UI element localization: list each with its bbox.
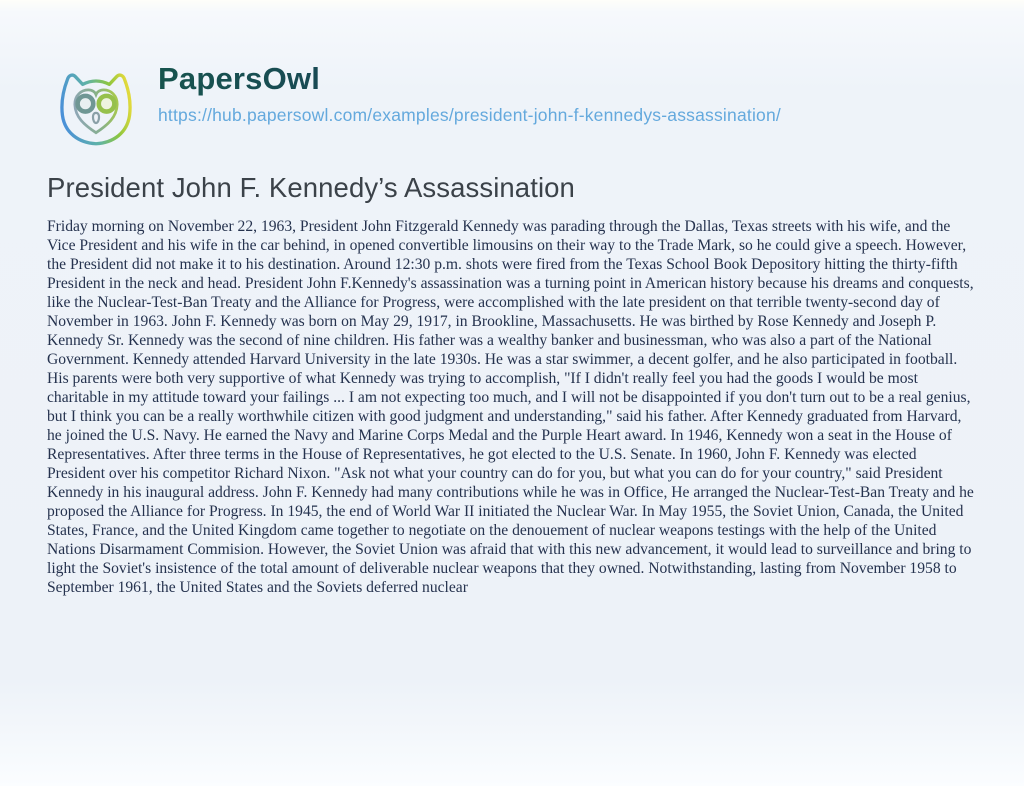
essay-body-text: Friday morning on November 22, 1963, President John Fitzgerald Kennedy was parading through the Dallas, Texas streets with his wife, and the Vice President and his wife in the car behind, in opened convertible limousins on their way to the Trade Mark, so he could give a speech. However, the President did not make it to his destination. Around 12:30 p.m. shots were fired from the Texas School Book Depository hitting the thirty-fifth President in the neck and head. President John F.Kennedy's assassination was a turning point in American history because his dreams and conquests, like the Nuclear-Test-Ban Treaty and the Alliance for Progress, were accomplished with the late president on that terrible twenty-second day of November in 1963. John F. Kennedy was born on May 29, 1917, in Brookline, Massachusetts. He was birthed by Rose Kennedy and Joseph P. Kennedy Sr. Kennedy was the second of nine children. His father was a wealthy banker and businessman, who was also a part of the National Government. Kennedy attended Harvard University in the late 1930s. He was a star swimmer, a decent golfer, and he also participated in football. His parents were both very supportive of what Kennedy was trying to accomplish, "If I didn't really feel you had the goods I would be most charitable in my attitude toward your failings ... I am not expecting too much, and I will not be disappointed if you don't turn out to be a real genius, but I think you can be a really worthwhile citizen with good judgment and understanding," said his father. After Kennedy graduated from Harvard, he joined the U.S. Navy. He earned the Navy and Marine Corps Medal and the Purple Heart award. In 1946, Kennedy won a seat in the House of Representatives. After three terms in the House of Representatives, he got elected to the U.S. Senate. In 1960, John F. Kennedy was elected President over his competitor Richard Nixon. "Ask not what your country can do for you, but what you can do for your country," said President Kennedy in his inaugural address. John F. Kennedy had many contributions while he was in Office, He arranged the Nuclear-Test-Ban Treaty and he proposed the Alliance for Progress. In 1945, the end of World War II initiated the Nuclear War. In May 1955, the Soviet Union, Canada, the United States, France, and the United Kingdom came together to negotiate on the denouement of nuclear weapons testings with the help of the United Nations Disarmament Commision. However, the Soviet Union was afraid that with this new advancement, it would lead to surveillance and bring to light the Soviet's insistence of the total amount of deliverable nuclear weapons that they owned. Notwithstanding, lasting from November 1958 to September 1961, the United States and the Soviets deferred nuclear [47,218,974,596]
site-header [50,60,781,152]
owl-logo-icon [50,60,142,152]
page-title: President John F. Kennedy’s Assassination [47,172,575,203]
brand-block [158,60,781,126]
article-content [47,172,978,613]
brand-name: PapersOwl [158,62,781,96]
source-url-link[interactable]: https://hub.papersowl.com/examples/president-john-f-kennedys-assassination/ [158,105,781,126]
